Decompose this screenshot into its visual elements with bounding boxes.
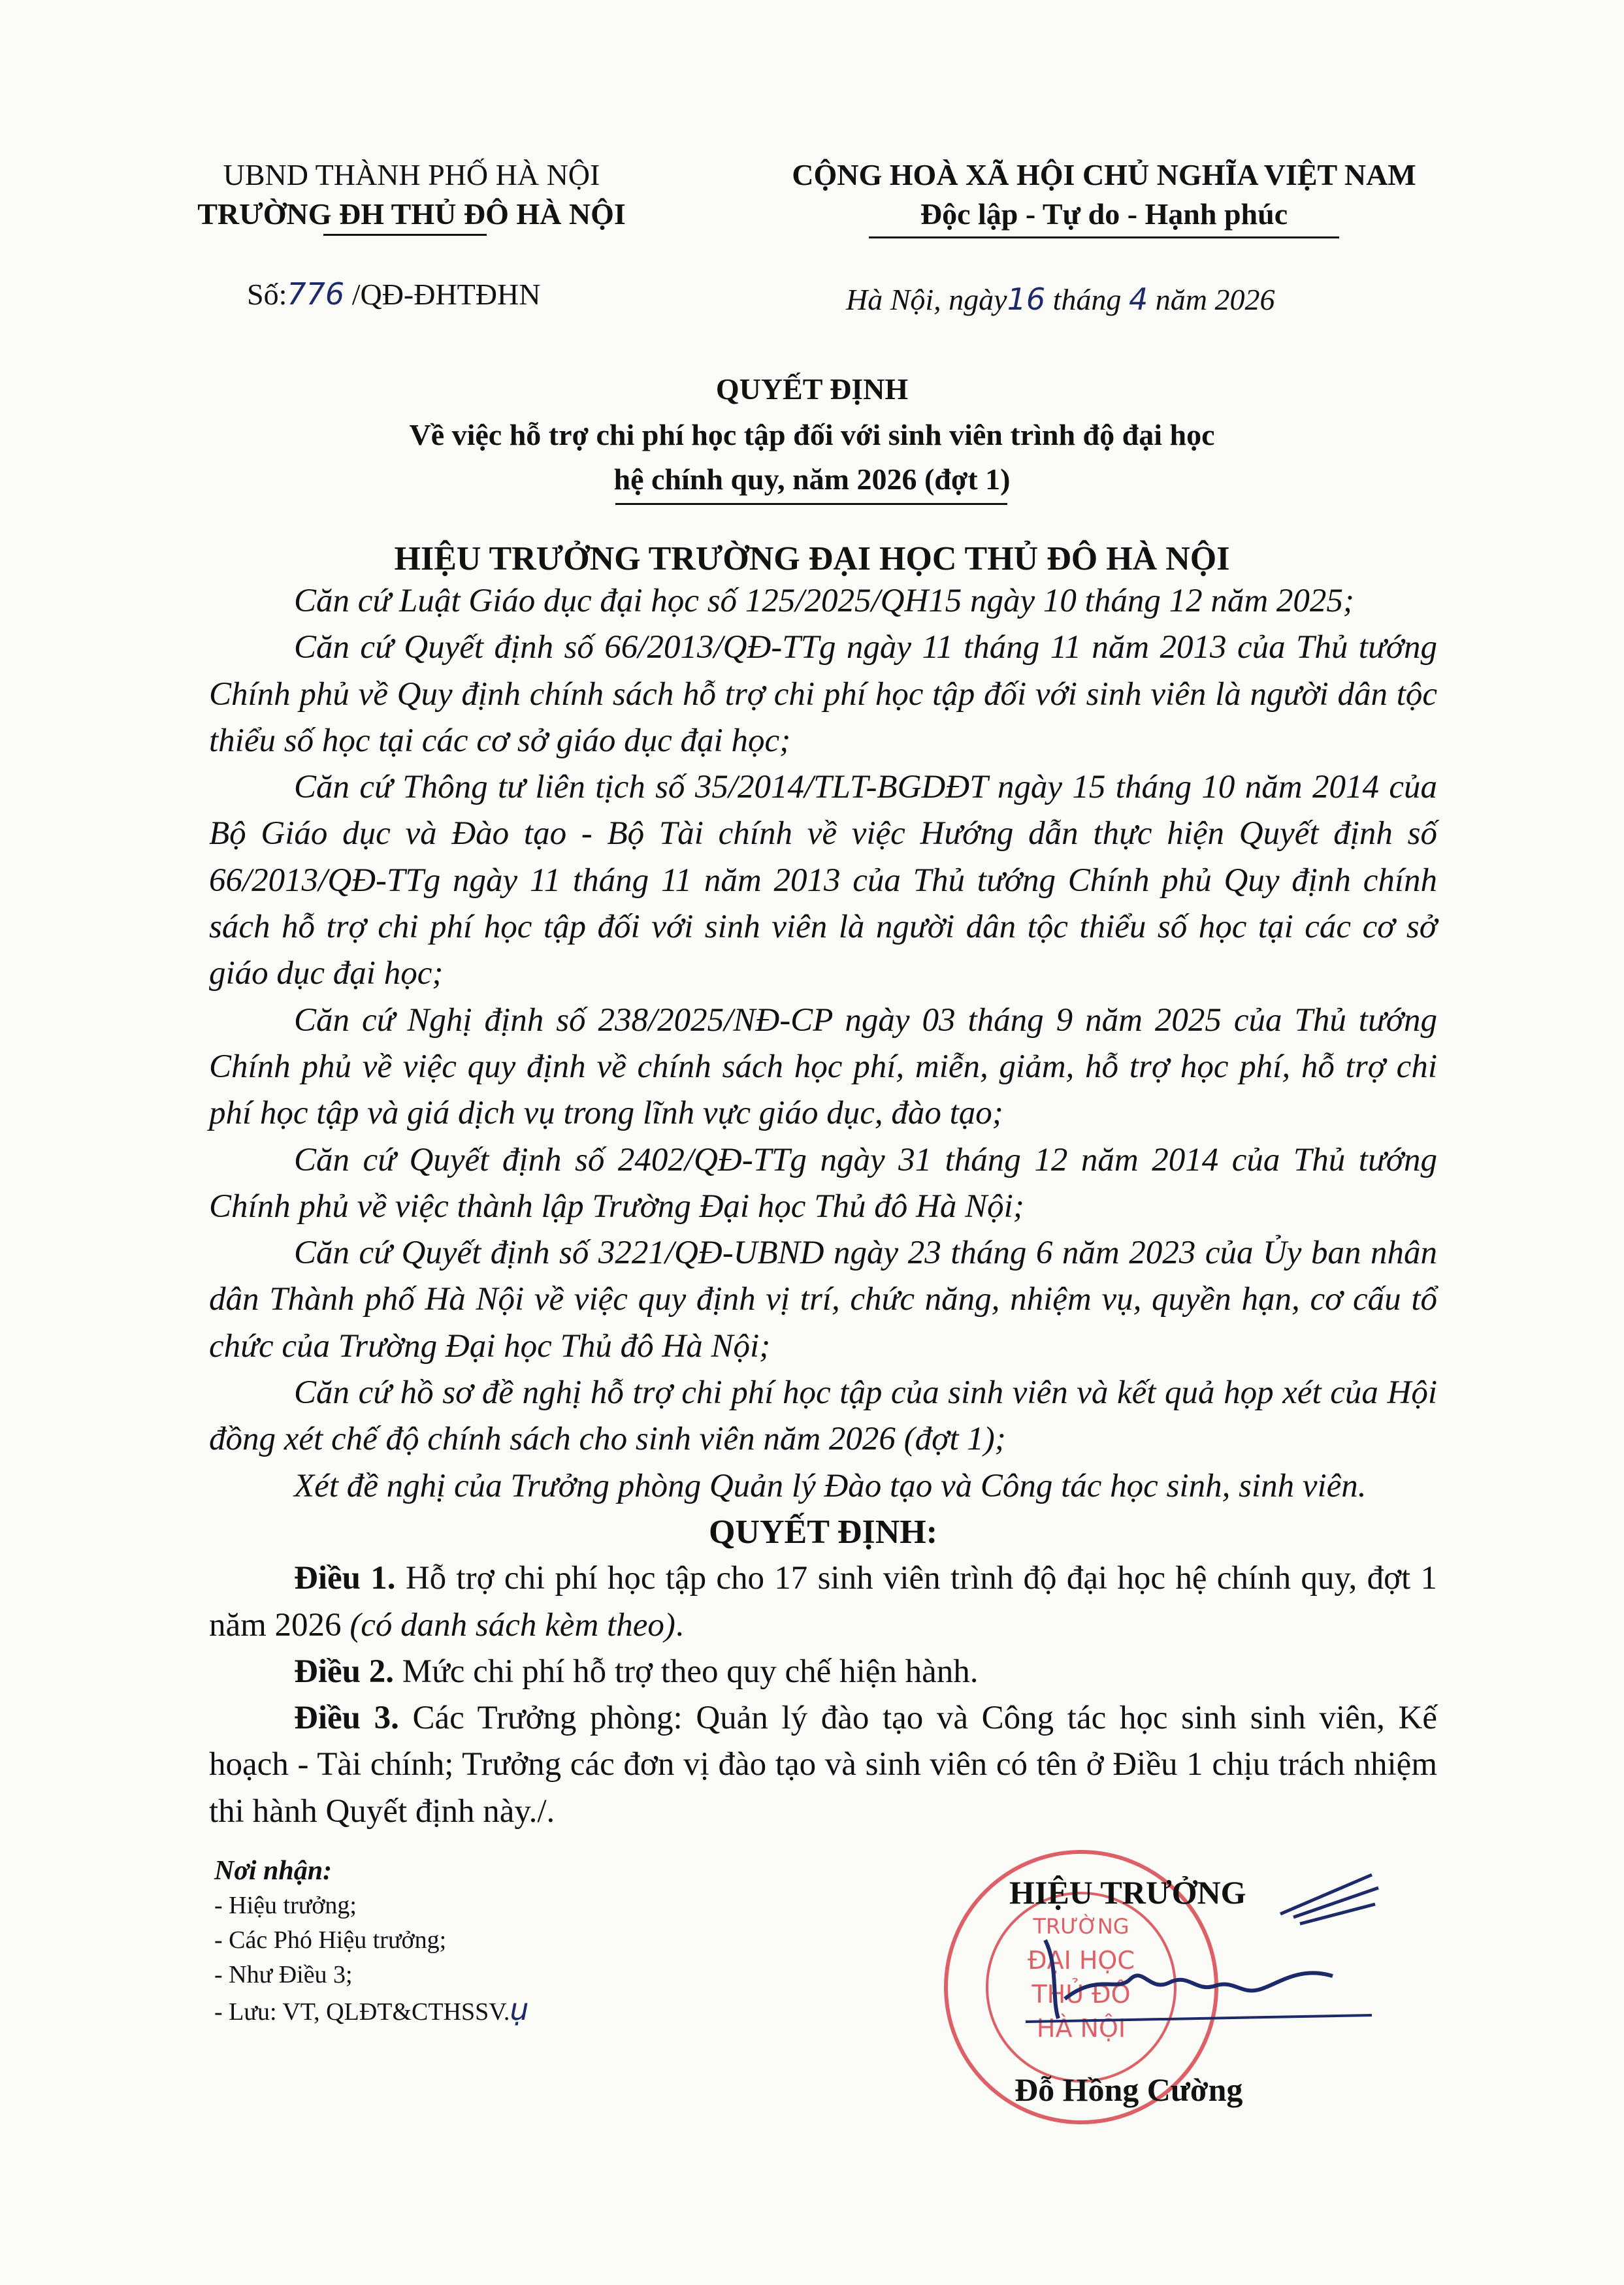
article-3: Điều 3. Các Trưởng phòng: Quản lý đào tạo và Công tác học sinh sinh viên, Kế hoạch - Tài chính; Trưởng các đơn vị đào tạo và sinh viên có tên ở Điều 1 chịu trách nhiệm thi hành Quyết định này./. [209, 1700, 1438, 1830]
issuer-underline [323, 234, 487, 236]
basis-item: Căn cứ Quyết định số 66/2013/QĐ-TTg ngày 11 tháng 11 năm 2013 của Thủ tướng Chính phủ về Quy định chính sách hỗ trợ chi phí học tập đối với sinh viên là người dân tộc thiểu số học tại các cơ sở giáo dục đại học; [209, 629, 1437, 759]
basis-item: Xét đề nghị của Trưởng phòng Quản lý Đào tạo và Công tác học sinh, sinh viên. [294, 1467, 1367, 1504]
date-prefix: Hà Nội, ngày [846, 283, 1007, 316]
legal-bases [209, 578, 1437, 1510]
article-2: Điều 2. Mức chi phí hỗ trợ theo quy chế hiện hành. [294, 1653, 979, 1690]
national-header [725, 155, 1483, 234]
national-title: CỘNG HOÀ XÃ HỘI CHỦ NGHĨA VIỆT NAM [792, 158, 1416, 191]
recipient-item: - Các Phó Hiệu trưởng; [214, 1926, 447, 1954]
title-main: QUYẾT ĐỊNH [715, 372, 909, 406]
recipients-block [214, 1854, 529, 2030]
recipient-item: - Hiệu trưởng; [214, 1892, 357, 1919]
basis-item: Căn cứ Quyết định số 3221/QĐ-UBND ngày 23 tháng 6 năm 2023 của Ủy ban nhân dân Thành phố Hà Nội về việc quy định vị trí, chức năng, nhiệm vụ, quyền hạn, cơ cấu tổ chức của Trường Đại học Thủ đô Hà Nội; [209, 1235, 1437, 1365]
issue-date [846, 280, 1275, 319]
signer-title: HIỆU TRƯỞNG [1009, 1874, 1246, 1911]
docnum-handwritten: 776 [287, 276, 345, 312]
title-sub1: Về việc hỗ trợ chi phí học tập đối với sinh viên trình độ đại học [409, 418, 1215, 451]
date-month-word: tháng [1045, 283, 1129, 316]
decision-articles [209, 1509, 1437, 1835]
basis-item: Căn cứ hồ sơ đề nghị hỗ trợ chi phí học tập của sinh viên và kết quả họp xét của Hội đồng xét chế độ chính sách cho sinh viên năm 2026 (đợt 1); [209, 1374, 1437, 1458]
basis-item: Căn cứ Quyết định số 2402/QĐ-TTg ngày 31 tháng 12 năm 2014 của Thủ tướng Chính phủ về việc thành lập Trường Đại học Thủ đô Hà Nội; [209, 1141, 1437, 1225]
seal-text: TRƯỜNG ĐẠI HỌC THỦ ĐÔ HÀ NỘI [1028, 1914, 1135, 2043]
basis-item: Căn cứ Thông tư liên tịch số 35/2014/TLT-BGDĐT ngày 15 tháng 10 năm 2014 của Bộ Giáo dục và Đào tạo - Bộ Tài chính về việc Hướng dẫn thực hiện Quyết định số 66/2013/QĐ-TTg ngày 11 tháng 11 năm 2013 của Thủ tướng Chính phủ Quy định chính sách hỗ trợ chi phí học tập đối với sinh viên là người dân tộc thiểu số học tại các cơ sở giáo dục đại học; [209, 769, 1437, 992]
motto-underline [869, 236, 1339, 238]
issuer-name: TRƯỜNG ĐH THỦ ĐÔ HÀ NỘI [197, 197, 626, 231]
date-month-handwritten: 4 [1128, 282, 1148, 317]
signer-name: Đỗ Hồng Cường [1015, 2071, 1243, 2108]
national-motto: Độc lập - Tự do - Hạnh phúc [920, 197, 1288, 231]
issuer-block [183, 155, 640, 234]
docnum-prefix: Số: [247, 278, 287, 311]
authority-heading: HIỆU TRƯỞNG TRƯỜNG ĐẠI HỌC THỦ ĐÔ HÀ NỘI [394, 540, 1230, 577]
recipients-heading: Nơi nhận: [214, 1856, 333, 1886]
handwritten-signature [1019, 1868, 1385, 2051]
recipient-item: - Lưu: VT, QLĐT&CTHSSV.ụ [214, 1992, 529, 2027]
title-sub2: hệ chính quy, năm 2026 (đợt 1) [613, 462, 1011, 496]
date-year: năm 2026 [1148, 283, 1275, 316]
article-1: Điều 1. Hỗ trợ chi phí học tập cho 17 sinh viên trình độ đại học hệ chính quy, đợt 1 năm 2026 (có danh sách kèm theo). [209, 1560, 1437, 1644]
document-number [247, 274, 540, 314]
decision-heading: QUYẾT ĐỊNH: [708, 1514, 938, 1551]
basis-item: Căn cứ Luật Giáo dục đại học số 125/2025/QH15 ngày 10 tháng 12 năm 2025; [294, 583, 1354, 619]
basis-item: Căn cứ Nghị định số 238/2025/NĐ-CP ngày 03 tháng 9 năm 2025 của Thủ tướng Chính phủ về việc quy định về chính sách học phí, miễn, giảm, hỗ trợ học phí, hỗ trợ chi phí học tập và giá dịch vụ trong lĩnh vực giáo dục, đào tạo; [209, 1001, 1437, 1132]
title-underline [615, 503, 1007, 505]
recipient-item: - Như Điều 3; [214, 1961, 353, 1988]
initials-mark: ụ [510, 1992, 529, 2027]
docnum-suffix: /QĐ-ĐHTĐHN [351, 278, 541, 311]
decision-title [0, 366, 1624, 502]
date-day-handwritten: 16 [1007, 282, 1046, 317]
issuer-parent: UBND THÀNH PHỐ HÀ NỘI [223, 158, 600, 191]
